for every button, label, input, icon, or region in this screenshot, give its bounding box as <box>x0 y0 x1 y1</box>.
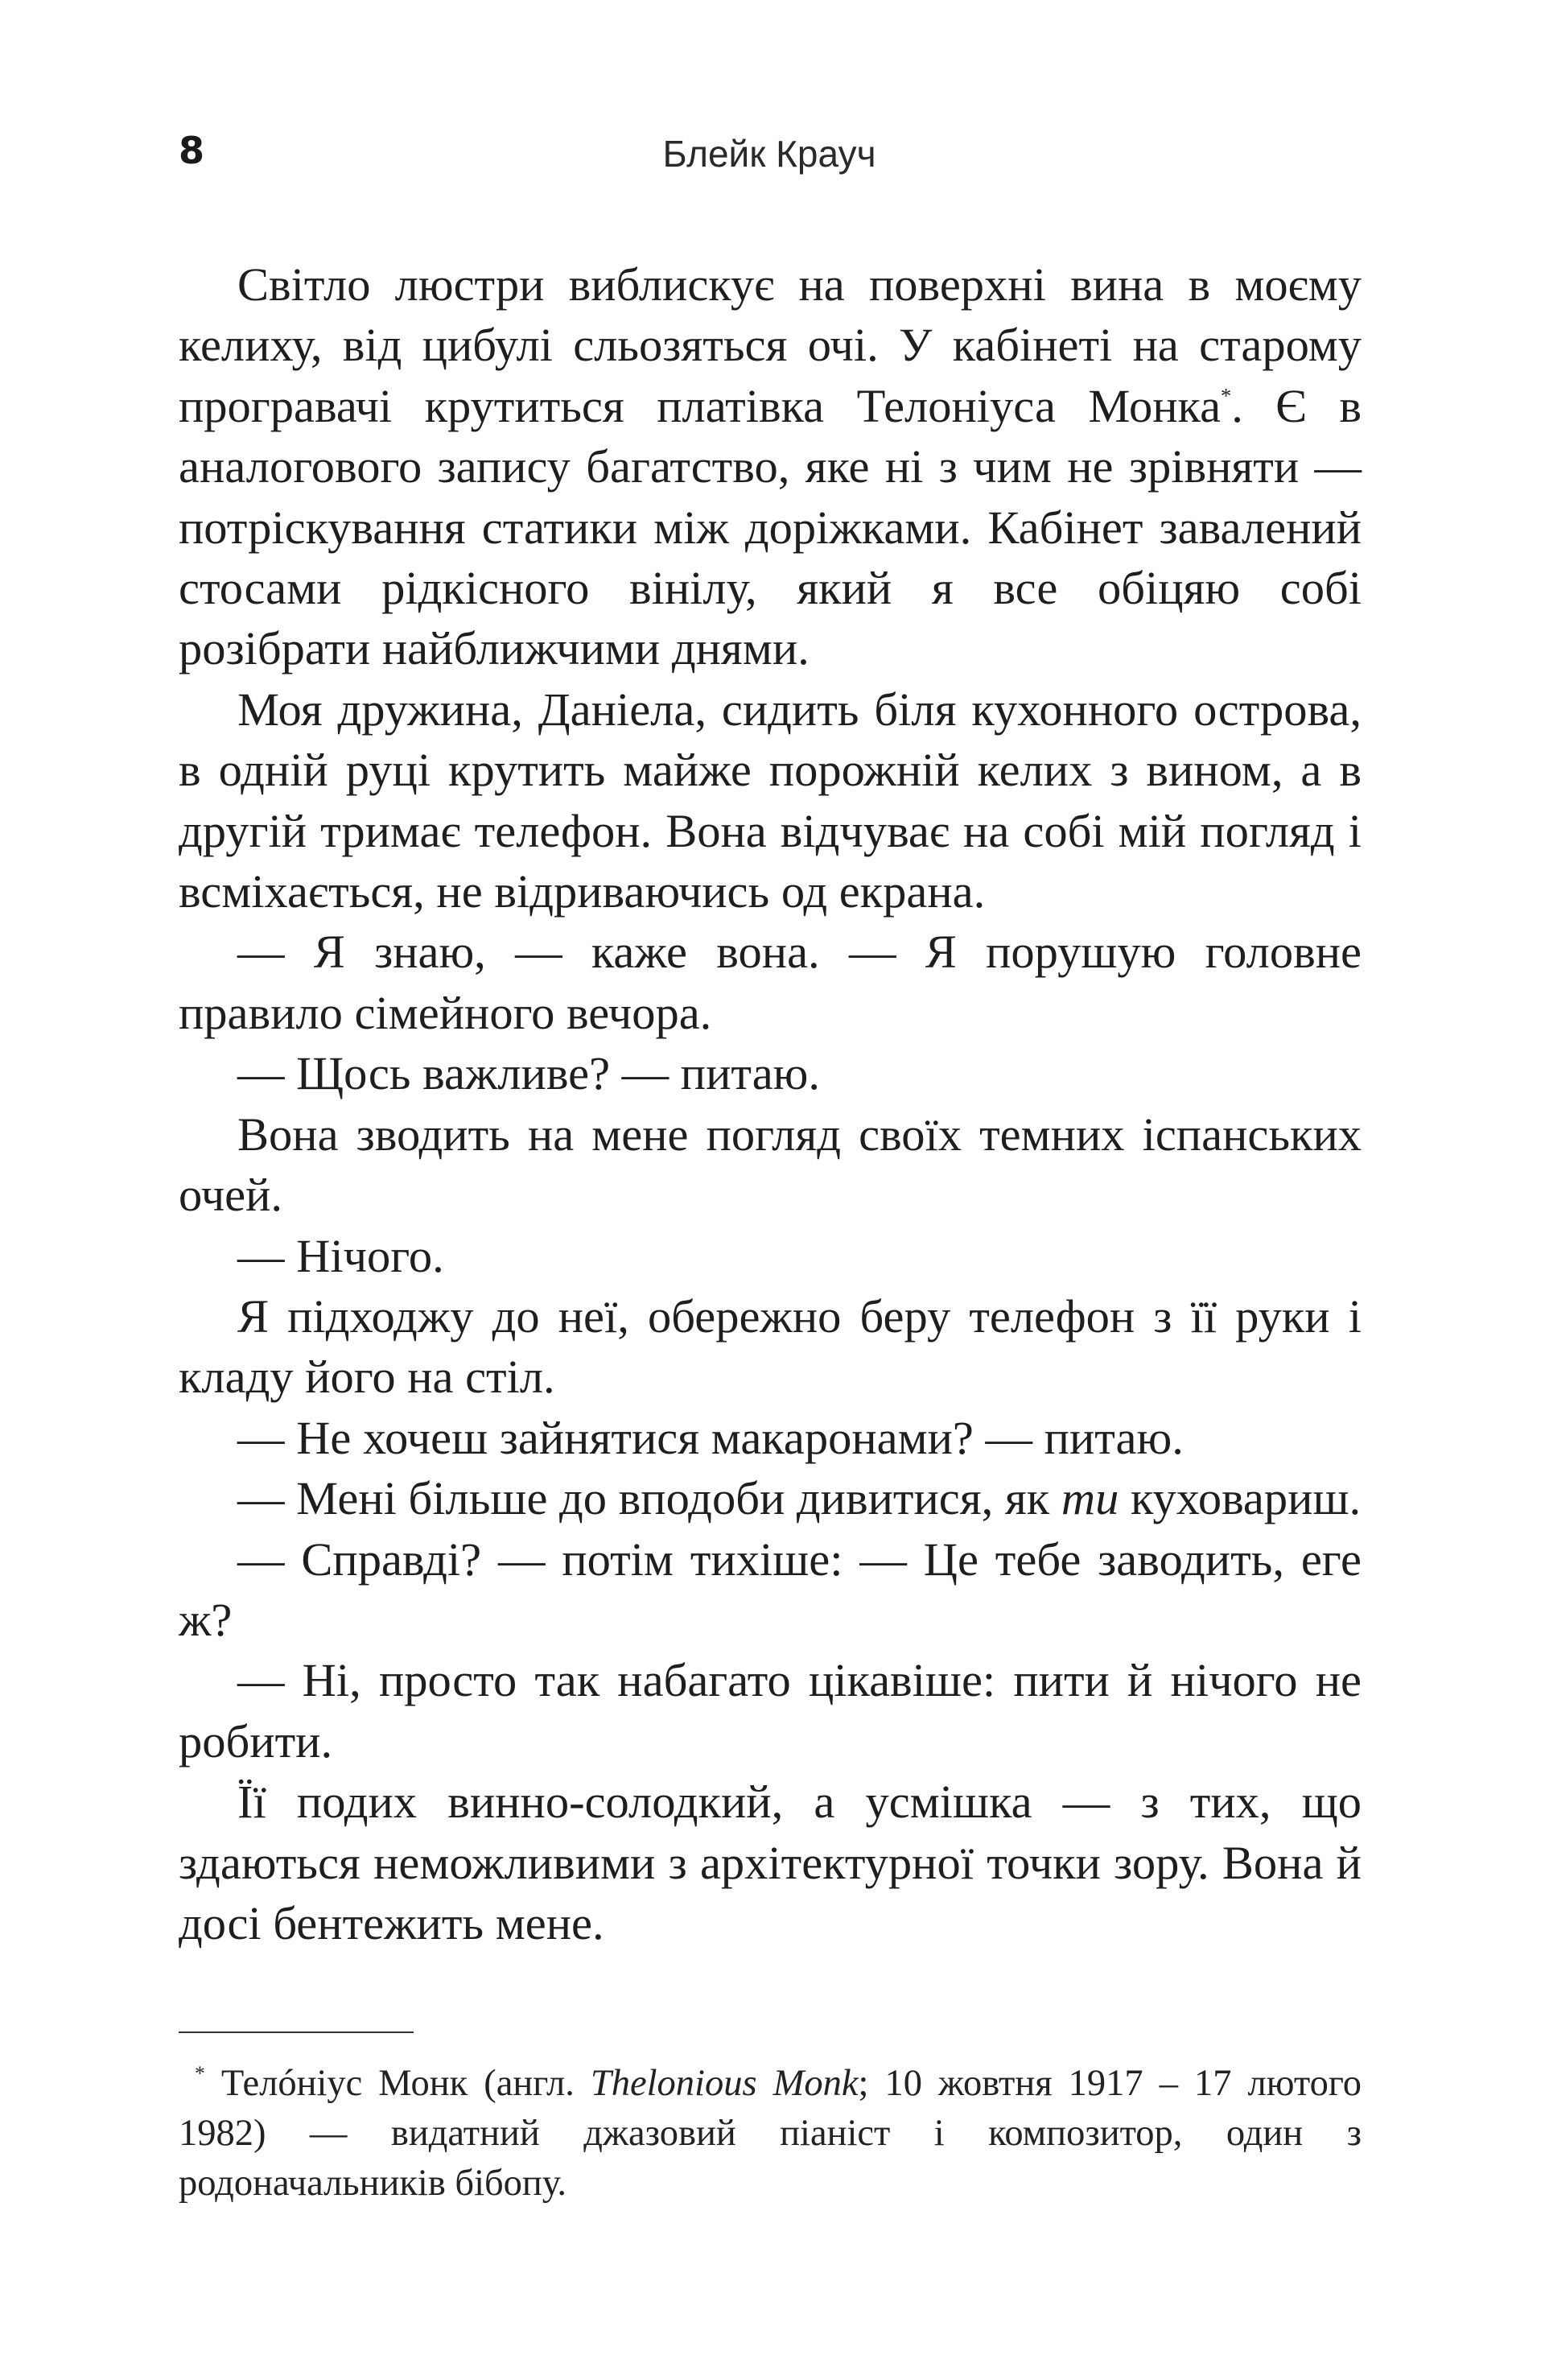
footnote-english-name: Thelonious Monk <box>590 2063 859 2104</box>
page-number: 8 <box>179 129 205 172</box>
paragraph-11: — Ні, просто так набагато цікавіше: пити й нічого не робити. <box>179 1654 1362 1767</box>
main-text <box>179 254 1362 1953</box>
footnote-reference[interactable]: * <box>1221 384 1232 408</box>
paragraph-8: — Не хочеш зайнятися макаронами? — питаю. <box>237 1411 1184 1464</box>
page-header <box>179 129 1360 193</box>
paragraph-2: Моя дружина, Даніела, сидить біля кухонного острова, в одній руці крутить майже порожній келих з вином, а в другій тримає телефон. Вона відчуває на собі мій погляд і всміхається, не відриваючись од екрана. <box>179 683 1362 918</box>
paragraph-4: — Щось важливе? — питаю. <box>237 1047 820 1100</box>
running-title: Блейк Крауч <box>662 133 876 175</box>
paragraph-6: — Нічого. <box>237 1229 444 1282</box>
footnote-marker: * <box>195 2060 205 2085</box>
footnote: * Телóніус Монк (англ. Thelonious Monk; 10 жовтня 1917 – 17 лютого 1982) — видатний джазовий піаніст і композитор, один з родоначальників бібопу. <box>179 2060 1362 2204</box>
emphasis: ти <box>1061 1472 1119 1525</box>
paragraph-1: Світло люстри виблискує на поверхні вина в моєму келиху, від цибулі сльозяться очі. У кабінеті на старому програвачі крутиться платівка Телоніуса Монка*. Є в аналогового запису багатство, яке ні з чим не зрівняти — потріскування статики між доріжками. Кабінет завалений стосами рідкісного вінілу, який я все обіцяю собі розібрати найближчими днями. <box>179 258 1362 675</box>
paragraph-10: — Справді? — потім тихіше: — Це тебе заводить, еге ж? <box>179 1532 1362 1646</box>
paragraph-3: — Я знаю, — каже вона. — Я порушую головне правило сімейного вечора. <box>179 926 1362 1039</box>
paragraph-12: Її подих винно-солодкий, а усмішка — з тих, що здаються неможливими з архітектурної точки зору. Вона й досі бентежить мене. <box>179 1776 1362 1949</box>
footnote-divider <box>179 2031 414 2033</box>
paragraph-7: Я підходжу до неї, обережно беру телефон з її руки і кладу його на стіл. <box>179 1289 1362 1404</box>
paragraph-9: — Мені більше до вподоби дивитися, як ти куховариш. <box>237 1472 1362 1525</box>
paragraph-5: Вона зводить на мене погляд своїх темних іспанських очей. <box>179 1108 1362 1222</box>
